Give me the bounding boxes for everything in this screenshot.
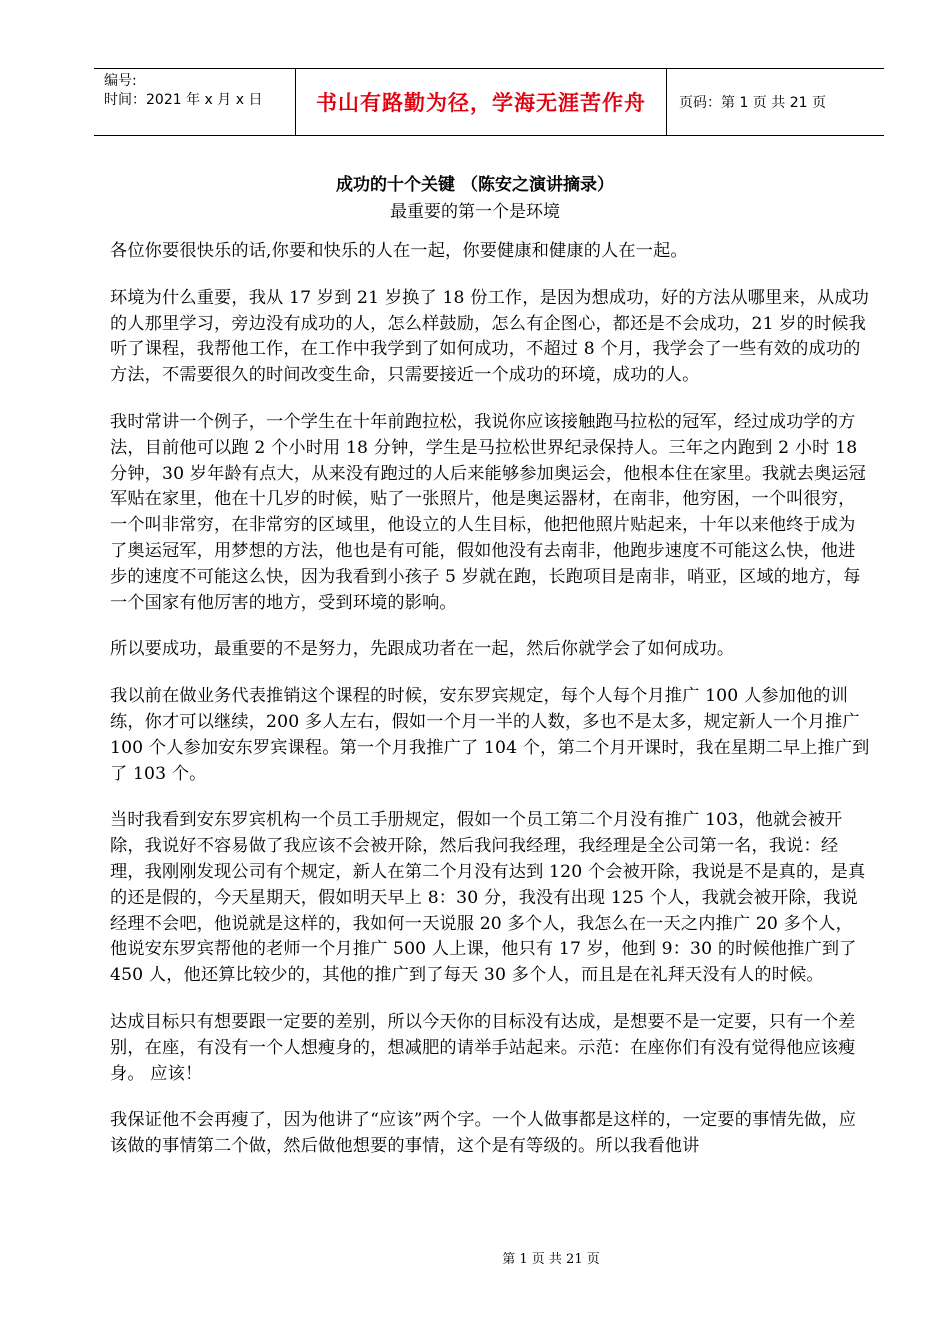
time-label: 时间：2021 年 x 月 x 日 <box>104 92 263 108</box>
page-header <box>94 68 884 136</box>
page-footer: 第 1 页 共 21 页 <box>502 1252 600 1267</box>
code-label: 编号: <box>104 73 137 89</box>
paragraph: 我保证他不会再瘦了，因为他讲了“应该”两个字。一个人做事都是这样的，一定要的事情先做，应该做的事情第二个做，然后做他想要的事情，这个是有等级的。所以我看他讲 <box>110 1110 857 1157</box>
paragraph: 我时常讲一个例子，一个学生在十年前跑拉松，我说你应该接触跑马拉松的冠军，经过成功学的方法，目前他可以跑 2 个小时用 18 分钟，学生是马拉松世界纪录保持人。三年之内跑到 2 小时 18 分钟，30 岁年龄有点大，从来没有跑过的人后来能够参加奥运会，他根本住在家里。我就去奥运冠军贴在家里，他在十几岁的时候，贴了一张照片，他是奥运器材，在南非，他穷困，一个叫很穷，一个叫非常穷，在非常穷的区域里，他设立的人生目标，他把他照片贴起来，十年以来他终于成为了奥运冠军，用梦想的方法，他也是有可能，假如他没有去南非，他跑步速度不可能这么快，他进步的速度不可能这么快，因为我看到小孩子 5 岁就在跑，长跑项目是南非，哨亚，区域的地方，每一个国家有他厉害的地方，受到环境的影响。 <box>110 411 866 613</box>
paragraph: 达成目标只有想要跟一定要的差别，所以今天你的目标没有达成，是想要不是一定要，只有一个差别，在座，有没有一个人想瘦身的，想减肥的请举手站起来。示范：在座你们有没有觉得他应该瘦身。 应该！ <box>110 1011 856 1084</box>
document-body <box>110 239 870 1234</box>
header-page-info: 页码：第 1 页 共 21 页 <box>679 95 826 111</box>
document-subtitle: 最重要的第一个是环境 <box>390 202 560 222</box>
paragraph: 环境为什么重要，我从 17 岁到 21 岁换了 18 份工作，是因为想成功，好的方法从哪里来，从成功的人那里学习，旁边没有成功的人，怎么样鼓励，怎么有企图心，都还是不会成功，21 岁的时候我听了课程，我帮他工作，在工作中我学到了如何成功，不超过 8 个月，我学会了一些有效的成功的方法，不需要很久的时间改变生命，只需要接近一个成功的环境，成功的人。 <box>110 287 870 386</box>
header-meta <box>94 69 295 135</box>
paragraph: 所以要成功，最重要的不是努力，先跟成功者在一起，然后你就学会了如何成功。 <box>110 639 735 660</box>
paragraph: 当时我看到安东罗宾机构一个员工手册规定，假如一个员工第二个月没有推广 103，他就会被开除，我说好不容易做了我应该不会被开除，然后我问我经理，我经理是全公司第一名，我说：经理，我刚刚发现公司有个规定，新人在第二个月没有达到 120 个会被开除，我说是不是真的，是真的还是假的，今天星期天，假如明天早上 8：30 分，我没有出现 125 个人，我就会被开除，我说经理不会吧，他说就是这样的，我如何一天说服 20 多个人，我怎么在一天之内推广 20 多个人，他说安东罗宾帮他的老师一个月推广 500 人上课，他只有 17 岁，他到 9：30 的时候他推广到了 450 人，他还算比较少的，其他的推广到了每天 30 多个人，而且是在礼拜天没有人的时候。 <box>110 810 866 986</box>
document-title: 成功的十个关键 （陈安之演讲摘录） <box>336 175 614 195</box>
header-motto: 书山有路勤为径，学海无涯苦作舟 <box>295 69 667 135</box>
paragraph: 我以前在做业务代表推销这个课程的时候，安东罗宾规定，每个人每个月推广 100 人参加他的训练，你才可以继续，200 多人左右，假如一个月一半的人数，多也不是太多，规定新人一个月推广 100 个人参加安东罗宾课程。第一个月我推广了 104 个，第二个月开课时，我在星期二早上推广到了 103 个。 <box>110 686 870 784</box>
paragraph: 各位你要很快乐的话,你要和快乐的人在一起，你要健康和健康的人在一起。 <box>110 241 688 261</box>
